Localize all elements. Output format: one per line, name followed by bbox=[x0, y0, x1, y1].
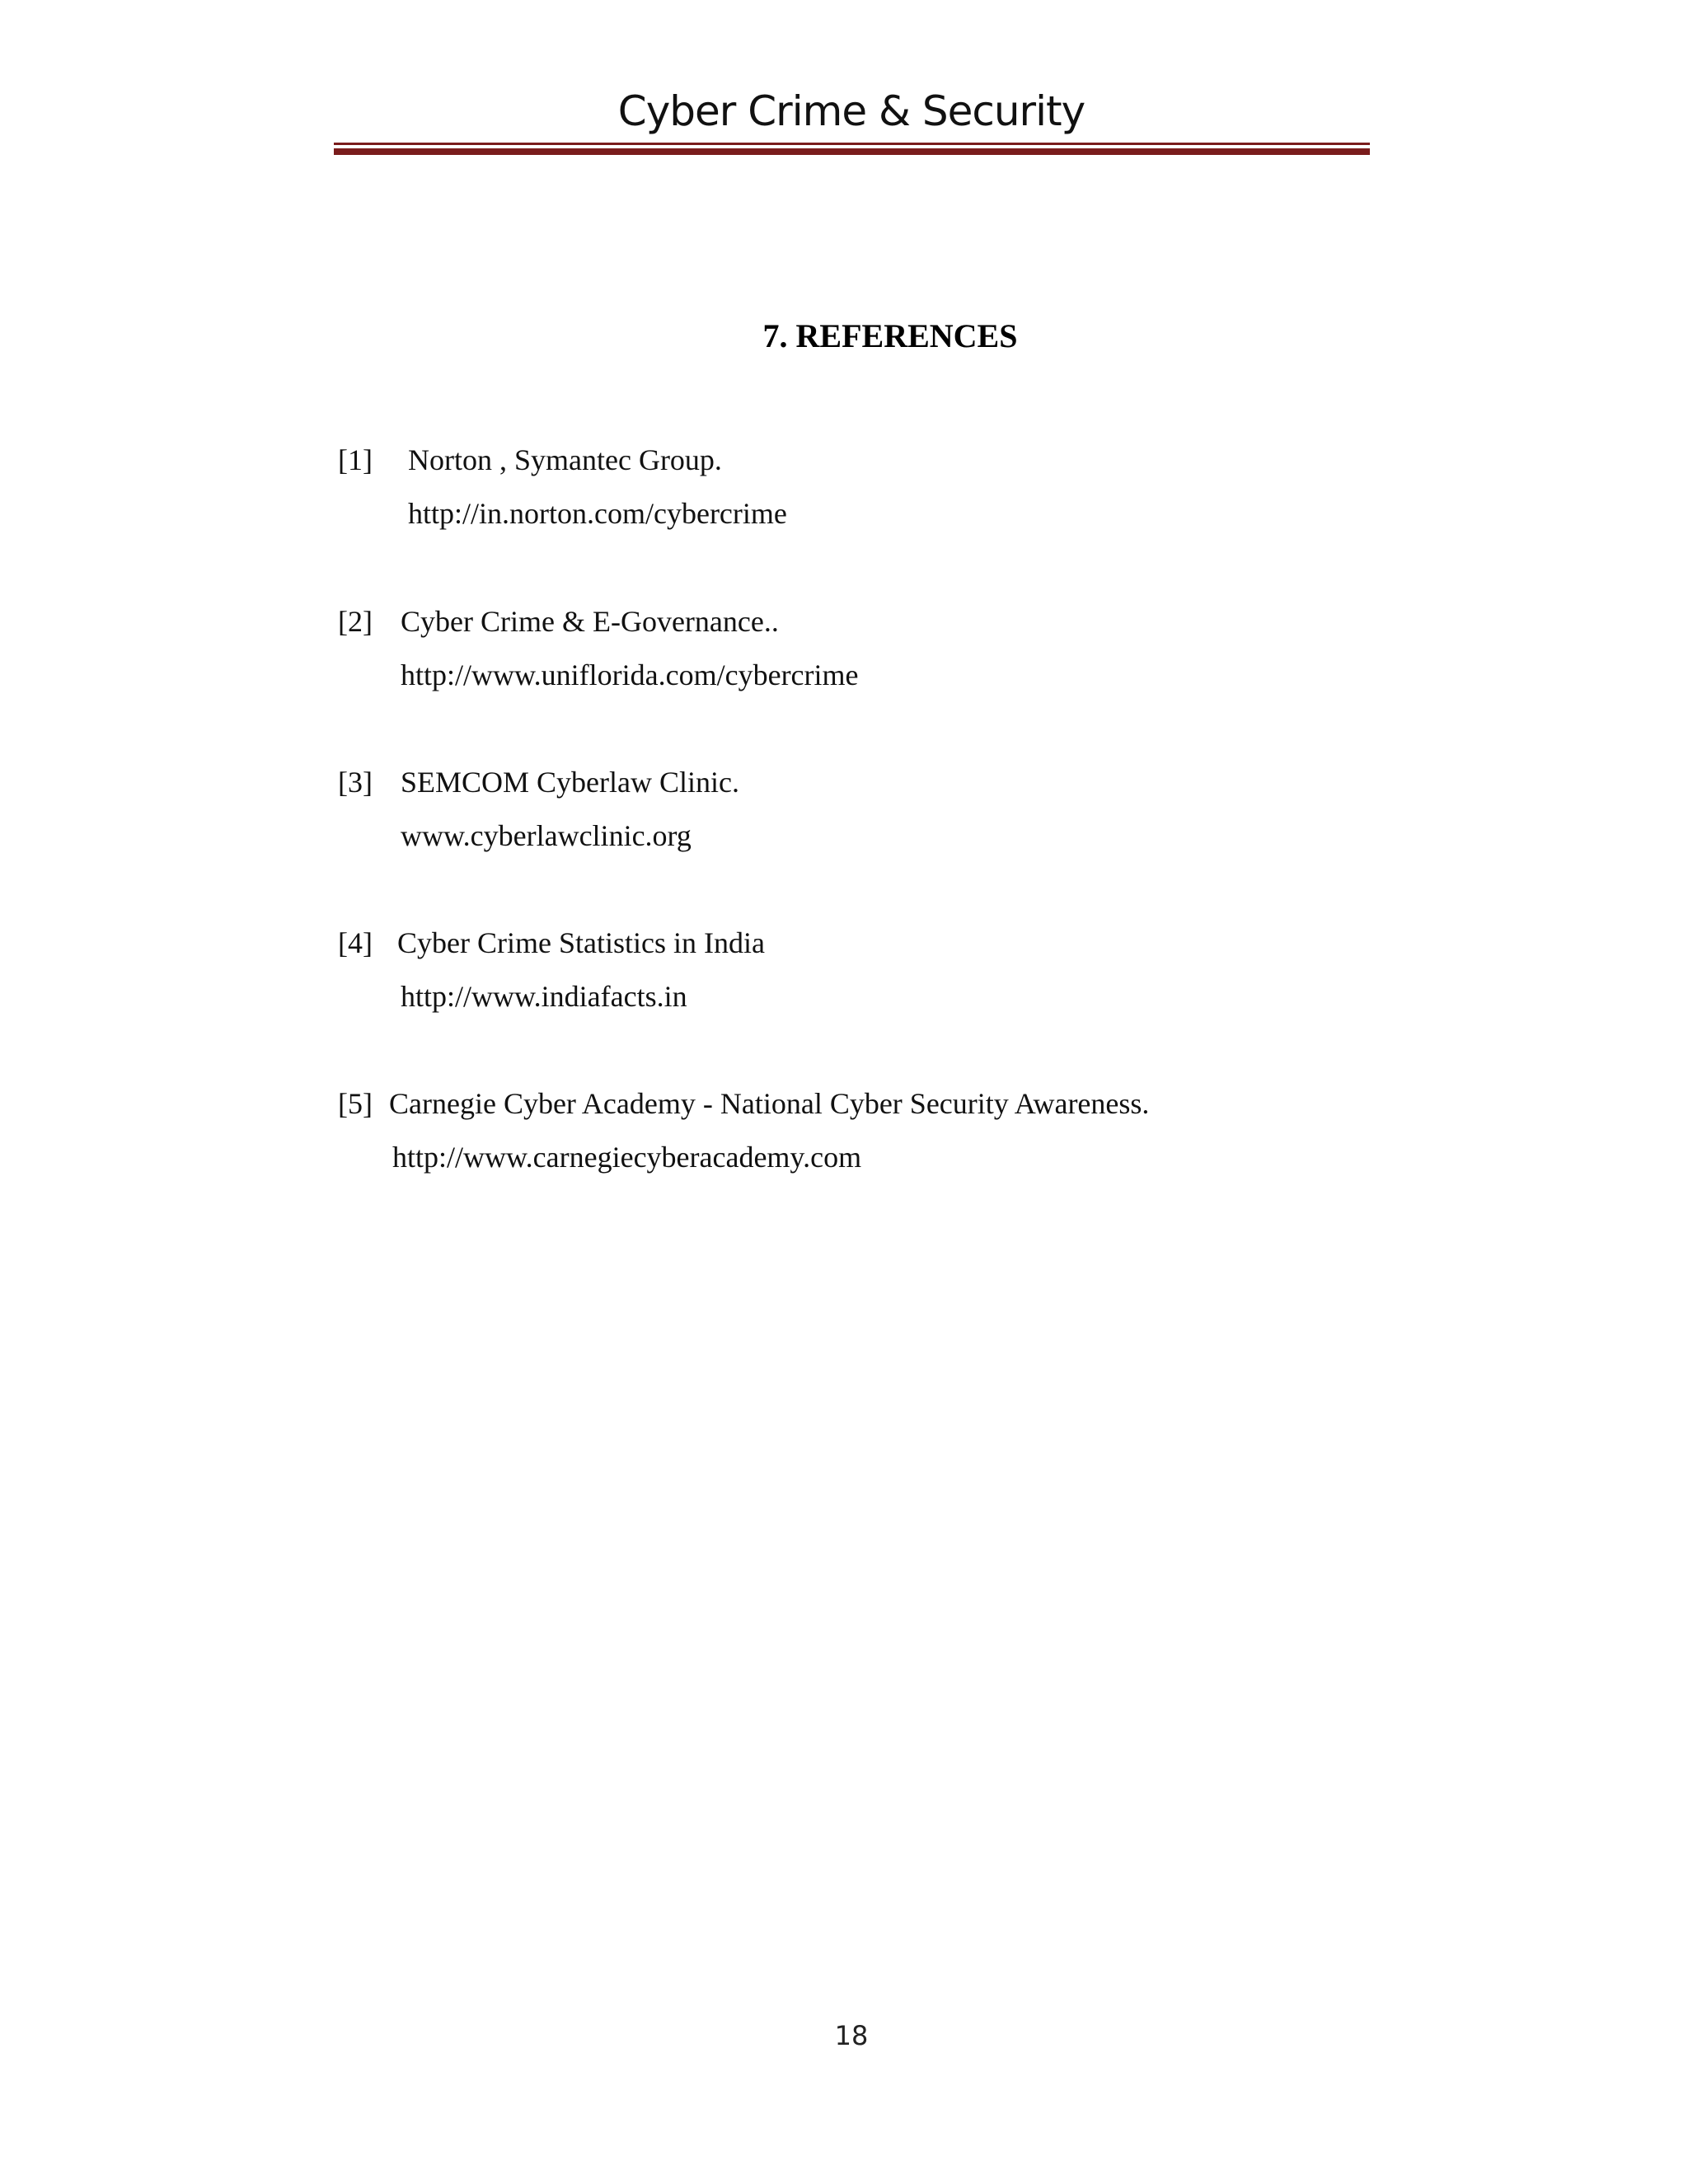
page-header-title: Cyber Crime & Security bbox=[617, 87, 1085, 135]
reference-3-url[interactable]: www.cyberlawclinic.org bbox=[401, 819, 692, 852]
section-heading: 7. REFERENCES bbox=[762, 317, 1018, 354]
reference-4-number: [4] bbox=[338, 926, 373, 959]
reference-5-title: Carnegie Cyber Academy - National Cyber Security Awareness. bbox=[389, 1087, 1150, 1120]
header-rule-thick bbox=[334, 148, 1370, 155]
header-rule-thin bbox=[334, 143, 1370, 145]
reference-1-url[interactable]: http://in.norton.com/cybercrime bbox=[408, 497, 787, 530]
reference-2-number: [2] bbox=[338, 605, 373, 638]
reference-1-number: [1] bbox=[338, 443, 373, 476]
reference-1-title: Norton , Symantec Group. bbox=[408, 443, 722, 476]
reference-3-title: SEMCOM Cyberlaw Clinic. bbox=[401, 766, 739, 799]
reference-4-url[interactable]: http://www.indiafacts.in bbox=[401, 980, 687, 1013]
reference-2-url[interactable]: http://www.uniflorida.com/cybercrime bbox=[401, 658, 859, 691]
reference-5-url[interactable]: http://www.carnegiecyberacademy.com bbox=[392, 1141, 862, 1174]
reference-4-title: Cyber Crime Statistics in India bbox=[397, 926, 765, 959]
reference-5-number: [5] bbox=[338, 1087, 373, 1120]
reference-3-number: [3] bbox=[338, 766, 373, 799]
page-number: 18 bbox=[834, 2020, 869, 2051]
reference-2-title: Cyber Crime & E-Governance.. bbox=[401, 605, 779, 638]
